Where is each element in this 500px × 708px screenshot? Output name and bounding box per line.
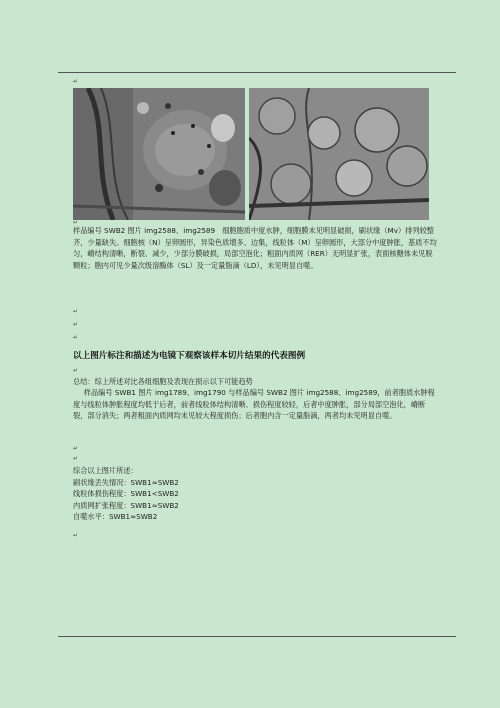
em-image-img2588	[73, 88, 245, 220]
conclusion-item-autophagy: 自噬水平：SWB1≈SWB2	[73, 512, 158, 521]
section-heading: 以上图片标注和描述为电镜下观察该样本切片结果的代表图例	[73, 351, 306, 361]
conclusion-block	[73, 465, 438, 523]
paragraph-mark: ↵	[73, 455, 79, 462]
conclusion-intro: 综合以上图片所述：	[73, 466, 138, 475]
image-caption	[73, 225, 438, 271]
paragraph-mark: ↵	[73, 367, 79, 374]
conclusion-item-mitochondria: 线粒体损伤程度：SWB1<SWB2	[73, 489, 179, 498]
paragraph-mark: ↵	[73, 532, 79, 539]
footer-rule	[58, 636, 456, 637]
header-rule	[58, 72, 456, 73]
paragraph-mark: ↵	[73, 445, 79, 452]
summary-block	[73, 387, 438, 422]
conclusion-item-brush-border: 刷状缘丢失情况：SWB1≈SWB2	[73, 477, 179, 487]
micrograph-left	[73, 88, 245, 220]
summary-paragraph: 样品编号 SWB1 图片 img1789、img1790 与样品编号 SWB2 图片 img2588、img2589，前者胞质水肿程度与线粒体肿胀程度均低于后者，前者线粒体结构清晰、损伤程度较轻，后者中度肿胀，部分局部空泡化，嵴断裂，部分消失；两者粗面内质网均未见较大程度损伤；后者胞内含一定量脂滴，两者均未见明显自噬。	[73, 388, 435, 420]
micrograph-right	[249, 88, 429, 220]
caption-paragraph: 样品编号 SWB2 图片 img2588、img2589 细胞胞质中度水肿，细胞膜未见明显破损，刷状缘（Mv）排列较整齐，少量缺失。细胞核（N）呈卵圆形，异染色质增多、边集，线粒体（M）呈卵圆形，大部分中度肿胀，基质不均匀，嵴结构清晰，断裂、减少，少部分膜破损，局部空泡化；粗面内质网（RER）无明显扩张，表面核糖体未见脱颗粒；胞内可见少量次级溶酶体（SL）及一定量脂滴（LD），未见明显自噬。	[73, 226, 437, 270]
conclusion-item-er: 内质网扩张程度：SWB1≈SWB2	[73, 500, 179, 510]
em-image-img2589	[249, 88, 429, 220]
summary-intro	[73, 376, 438, 388]
paragraph-mark: ↵	[73, 78, 79, 85]
paragraph-mark: ↵	[73, 321, 79, 328]
paragraph-mark: ↵	[73, 308, 79, 315]
paragraph-mark: ↵	[73, 334, 79, 341]
summary-intro-text: 总结：综上所述对比各组细胞及表现在损示以下可能趋势	[73, 377, 253, 386]
paragraph-mark: ↵	[73, 219, 79, 226]
